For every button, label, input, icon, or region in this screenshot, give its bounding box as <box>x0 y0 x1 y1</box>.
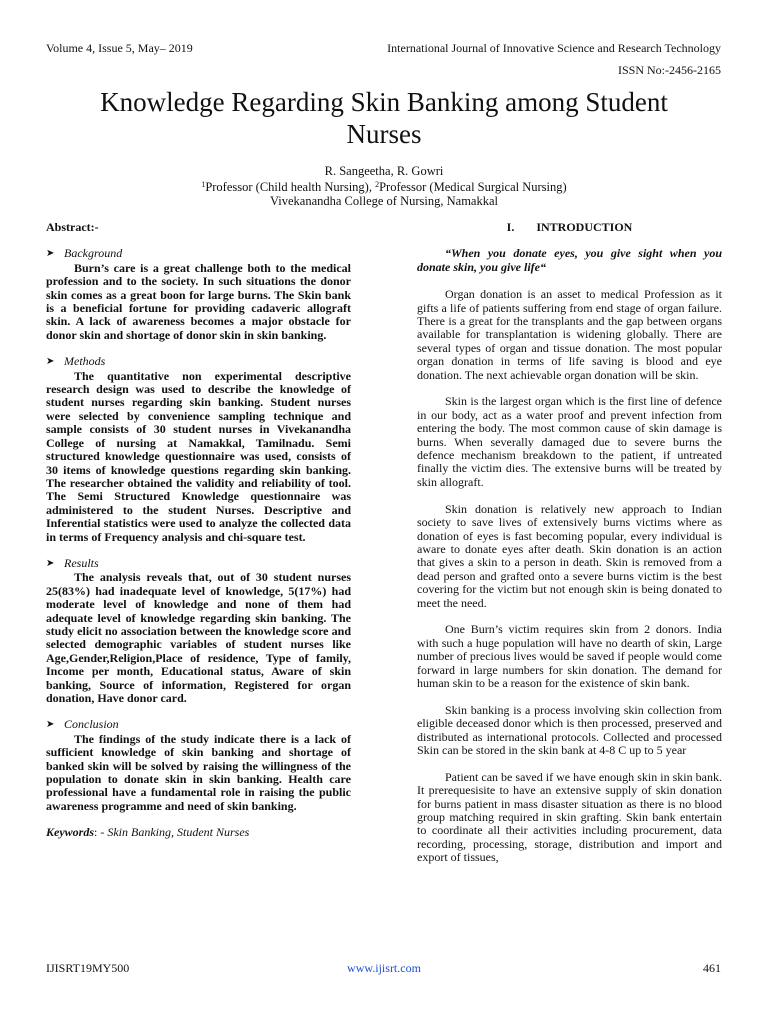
affiliation-2: Professor (Medical Surgical Nursing) <box>379 180 567 194</box>
abstract-conclusion-text: The findings of the study indicate there is a lack of sufficient knowledge of skin banking and shortage of banked skin will be solved by raising the willingness of the population to donate skin in skin banking. Health care professional have a fundamental role in raising the public awareness programme and need of skin banking. <box>46 731 351 813</box>
section-title: INTRODUCTION <box>536 220 633 234</box>
abstract-label: Abstract:- <box>46 220 99 234</box>
author-affiliations <box>60 178 708 194</box>
footer-paper-id: IJISRT19MY500 <box>46 961 130 975</box>
intro-paragraph: Patient can be saved if we have enough skin in skin bank. It prerequesisite to have an extensive supply of skin donation for burns patient in mass disaster situation as there is no blood group matching required in skin grafting. Skin bank entertain to coordinate all their activities including procurement, data recording, processing, storage, distribution and import and export of tissues, <box>417 769 722 865</box>
abstract-heading-methods: ➤ Methods <box>46 354 106 369</box>
keywords-label: Keywords <box>46 825 94 840</box>
abstract-heading-conclusion: ➤ Conclusion <box>46 717 119 732</box>
intro-paragraph: One Burn’s victim requires skin from 2 donors. India with such a huge population will have no dearth of skin, Large number of precious lives would be saved if people would come forward in large numbers for skin donation. The demand for human skin to be a reason for the existence of skin bank. <box>417 622 722 690</box>
arrow-bullet-icon: ➤ <box>46 356 55 368</box>
abstract-heading-results: ➤ Results <box>46 555 99 570</box>
affil-sup-1: 1 <box>201 180 206 189</box>
arrow-bullet-icon: ➤ <box>46 557 55 569</box>
author-institution: Vivekanandha College of Nursing, Namakkal <box>269 194 498 208</box>
abstract-methods-text: The quantitative non experimental descriptive research design was used to describe the knowledge of student nurses regarding skin banking. Student nurses were selected by convenience sampling technique and sample consists of 30 student nurses in Vivekanandha College of nursing at Namakkal, Tamilnadu. Semi structured knowledge questionnaire was used, consists of 30 items of knowledge questions regarding skin banking. The researcher obtained the validity and reliability of tool. The Semi Structured Knowledge questionnaire was administered to the student Nurses. Descriptive and Inferential statistics were used to analyze the collected data in terms of Frequency analysis and chi-square test. <box>46 368 351 544</box>
left-column <box>46 221 351 840</box>
author-names: R. Sangeetha, R. Gowri <box>324 164 444 178</box>
affiliation-1: Professor (Child health Nursing), <box>205 180 376 194</box>
abstract-results-text: The analysis reveals that, out of 30 student nurses 25(83%) had inadequate level of knowledge, 5(17%) had moderate level of knowledge and none of them had adequate level of knowledge regarding skin banking. The study elicit no association between the knowledge score and selected demographic variables of student nurses like Age,Gender,Religion,Place of residence, Type of family, Income per month, Educational status, Aware of skin banking, Source of information, Registered for organ donation, Have donor card. <box>46 570 351 705</box>
section-number: I. <box>506 220 515 234</box>
keywords-value: Skin Banking, Student Nurses <box>107 825 250 840</box>
intro-paragraph: Skin banking is a process involving skin collection from eligible deceased donor which is then processed, preserved and distributed as international protocols. Collected and processed Skin can be stored in the skin bank at 4-8 C up to 5 year <box>417 702 722 757</box>
arrow-bullet-icon: ➤ <box>46 248 55 260</box>
intro-paragraph: Skin is the largest organ which is the first line of defence in our body, act as a water proof and prevent infection from entering the body. The most common cause of skin damage is burns. When severally damaged due to severe burns the defence mechanism breakdown to the patient, if untreated finally the victim dies. The extensive burns will be treated by skin allograft. <box>417 394 722 489</box>
abstract-background-text: Burn’s care is a great challenge both to the medical profession and to the society. In such situations the donor skin comes as a great boon for large burns. The Skin bank is a beneficial fortune for providing cadaveric allograft skin. A lack of awareness becomes a major obstacle for donor skin and shortage of donor skin in skin banking. <box>46 260 351 342</box>
running-header-volume: Volume 4, Issue 5, May– 2019 <box>46 41 193 55</box>
footer-page-number: 461 <box>703 961 721 975</box>
intro-paragraph: Organ donation is an asset to medical Profession as it gifts a life of patients suffering from end stage of organ failure. There is a great for the transplants and the gap between organs available for transplantation is widening globally. There are several types of organ and tissue donation. The most popular organ donation in terms of life saving is blood and eye donation. The next achievable organ donation will be skin. <box>417 287 722 382</box>
issn-label: ISSN No:-2456-2165 <box>617 63 721 77</box>
arrow-bullet-icon: ➤ <box>46 719 55 731</box>
paper-title: Knowledge Regarding Skin Banking among Student Nurses <box>100 87 668 149</box>
intro-quote: “When you donate eyes, you give sight when you donate skin, you give life“ <box>417 246 722 274</box>
keywords-line <box>46 826 351 839</box>
intro-paragraph: Skin donation is relatively new approach to Indian society to save lives of extensively burns victims where as donation of eyes is fast becoming popular, every individual is aware to donate eyes after death. Skin donation is an action that gives a skin to a person in death. Skin is removed from a dead person and grafted onto a severe burns victim is the best covering for the victim but not enough skin is being donated to meet the need. <box>417 501 722 610</box>
section-heading-introduction <box>417 221 722 234</box>
footer-website-link[interactable]: www.ijisrt.com <box>347 961 421 975</box>
right-column <box>417 221 722 878</box>
keywords-separator: : - <box>94 825 108 840</box>
author-block <box>60 164 708 208</box>
abstract-heading-background: ➤ Background <box>46 246 123 261</box>
running-header-journal: International Journal of Innovative Science and Research Technology <box>387 41 721 55</box>
affil-sup-2: 2 <box>375 180 380 189</box>
